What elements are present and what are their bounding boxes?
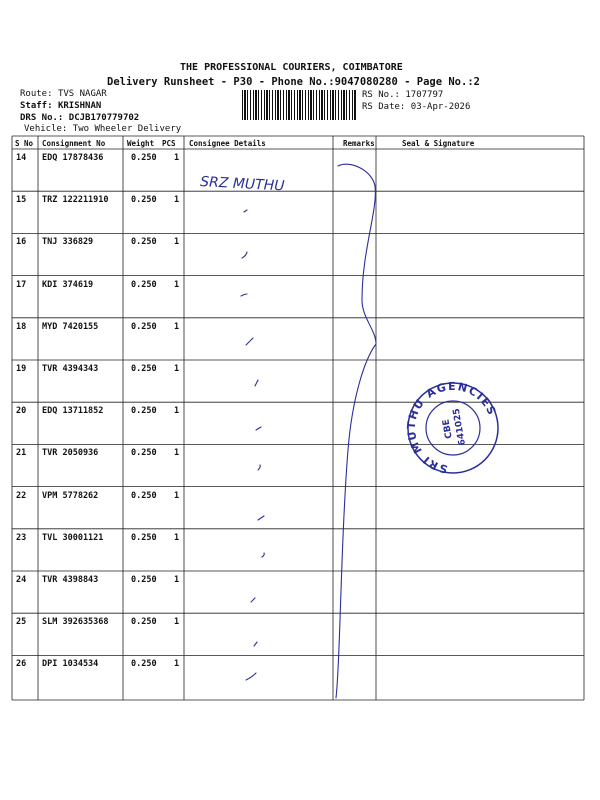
staff-value: KRISHNAN bbox=[57, 101, 102, 111]
row-consignment-no: EDQ 17878436 bbox=[42, 153, 104, 163]
row-pcs: 1 bbox=[174, 321, 180, 332]
row-pcs: 1 bbox=[174, 490, 180, 501]
row-pcs: 1 bbox=[174, 364, 180, 374]
col-header-sno: S No bbox=[15, 139, 34, 148]
row-weight: 0.250 bbox=[131, 321, 157, 332]
route-label: Route: bbox=[20, 89, 53, 99]
row-consignment-no: TRZ 122211910 bbox=[42, 195, 109, 206]
row-pcs: 1 bbox=[174, 237, 180, 248]
stamp-ring-text: SRI MUTHU AGENCIES bbox=[404, 379, 499, 476]
row-weight: 0.250 bbox=[131, 659, 157, 670]
col-header-consignment: Consignment No bbox=[42, 139, 106, 148]
row-weight: 0.250 bbox=[131, 448, 157, 459]
row-pcs: 1 bbox=[174, 153, 180, 163]
col-header-consignee: Consignee Details bbox=[189, 139, 266, 148]
row-sno: 17 bbox=[16, 279, 27, 290]
row-sno: 21 bbox=[16, 448, 27, 459]
row-weight: 0.250 bbox=[131, 406, 157, 417]
row-weight: 0.250 bbox=[131, 279, 157, 290]
row-weight: 0.250 bbox=[131, 364, 157, 374]
row-weight: 0.250 bbox=[131, 153, 157, 163]
row-sno: 22 bbox=[16, 490, 27, 501]
row-pcs: 1 bbox=[174, 279, 180, 290]
col-header-seal: Seal & Signature bbox=[402, 139, 475, 148]
row-consignment-no: SLM 392635368 bbox=[42, 617, 109, 628]
row-consignment-no: TVR 4398843 bbox=[42, 575, 99, 585]
rs-no-label: RS No.: bbox=[362, 90, 400, 100]
vehicle-value: Two Wheeler Delivery bbox=[72, 124, 182, 134]
row-sno: 23 bbox=[16, 532, 27, 543]
row-consignment-no: DPI 1034534 bbox=[42, 659, 99, 670]
row-sno: 25 bbox=[16, 617, 27, 628]
rs-date-value: 03-Apr-2026 bbox=[410, 102, 471, 112]
consignee-signature-text: SRZ MUTHU bbox=[199, 174, 285, 195]
stamp-place: CBE bbox=[441, 418, 455, 440]
row-sno: 24 bbox=[16, 575, 27, 585]
row-sno: 18 bbox=[16, 321, 27, 332]
col-header-weight: Weight bbox=[127, 139, 155, 148]
row-weight: 0.250 bbox=[131, 490, 157, 501]
runsheet-subtitle: Delivery Runsheet - P30 - Phone No.:9047080280 - Page No.:2 bbox=[107, 76, 480, 88]
company-title: THE PROFESSIONAL COURIERS, COIMBATORE bbox=[180, 62, 403, 73]
drs-label: DRS No.: bbox=[20, 113, 64, 123]
staff-label: Staff: bbox=[20, 101, 53, 111]
drs-value: DCJB170779702 bbox=[68, 113, 140, 123]
row-pcs: 1 bbox=[174, 532, 180, 543]
col-header-pcs: PCS bbox=[162, 139, 176, 148]
row-consignment-no: TVL 30001121 bbox=[42, 532, 104, 543]
vehicle-label: Vehicle: bbox=[24, 124, 68, 134]
row-sno: 26 bbox=[16, 659, 27, 670]
row-sno: 16 bbox=[16, 237, 27, 248]
row-pcs: 1 bbox=[174, 406, 180, 417]
rs-no-value: 1707797 bbox=[405, 90, 444, 100]
row-pcs: 1 bbox=[174, 575, 180, 585]
row-weight: 0.250 bbox=[131, 195, 157, 206]
row-consignment-no: TVR 4394343 bbox=[42, 364, 99, 374]
row-consignment-no: TNJ 336829 bbox=[42, 237, 94, 248]
row-consignment-no: TVR 2050936 bbox=[42, 448, 99, 459]
route-value: TVS NAGAR bbox=[57, 89, 107, 99]
row-sno: 15 bbox=[16, 195, 27, 206]
row-pcs: 1 bbox=[174, 617, 180, 628]
row-sno: 14 bbox=[16, 153, 27, 163]
row-pcs: 1 bbox=[174, 448, 180, 459]
row-weight: 0.250 bbox=[131, 575, 157, 585]
col-header-remarks: Remarks bbox=[343, 139, 375, 148]
row-pcs: 1 bbox=[174, 659, 180, 670]
row-consignment-no: KDI 374619 bbox=[42, 279, 94, 290]
row-consignment-no: EDQ 13711852 bbox=[42, 406, 104, 417]
rs-date-label: RS Date: bbox=[362, 102, 406, 112]
row-weight: 0.250 bbox=[131, 237, 157, 248]
row-weight: 0.250 bbox=[131, 617, 157, 628]
stamp-code: 641025 bbox=[451, 407, 469, 447]
row-weight: 0.250 bbox=[131, 532, 157, 543]
row-sno: 20 bbox=[16, 406, 27, 417]
row-consignment-no: MYD 7420155 bbox=[42, 321, 99, 332]
row-pcs: 1 bbox=[174, 195, 180, 206]
row-sno: 19 bbox=[16, 364, 27, 374]
row-consignment-no: VPM 5778262 bbox=[42, 490, 99, 501]
